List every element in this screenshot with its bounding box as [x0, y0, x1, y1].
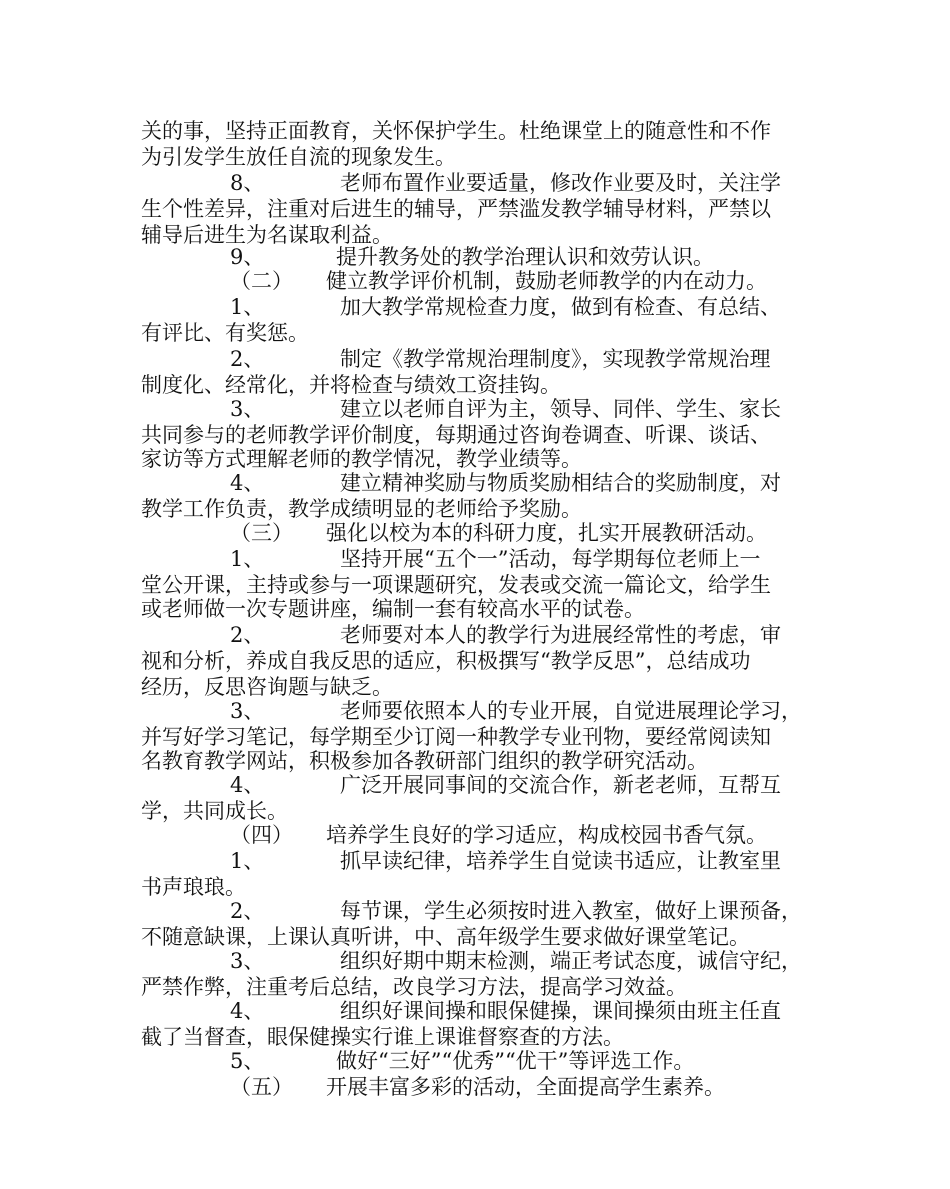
section-heading-number: （五） [230, 1075, 293, 1099]
list-item-number: 1、 [230, 547, 265, 571]
list-item-number: 2、 [230, 623, 265, 647]
list-item-number: 9、 [230, 245, 265, 269]
body-text-line: 书声琅琅。 [141, 875, 246, 899]
body-text-line: 有评比、有奖惩。 [141, 321, 309, 345]
body-text-line: 家访等方式理解老师的教学情况，教学业绩等。 [141, 447, 582, 471]
body-text-line: 堂公开课，主持或参与一项课题研究，发表或交流一篇论文，给学生 [141, 573, 771, 597]
list-item-number: 3、 [230, 699, 265, 723]
body-text-line: 严禁作弊，注重考后总结，改良学习方法，提高学习效益。 [141, 975, 687, 999]
body-text-line: 关的事，坚持正面教育，关怀保护学生。杜绝课堂上的随意性和不作 [141, 119, 771, 143]
section-heading-text: 开展丰富多彩的活动，全面提高学生素养。 [326, 1075, 725, 1099]
list-item-text: 组织好课间操和眼保健操，课间操须由班主任直 [340, 999, 781, 1023]
body-text-line: 经历，反思咨询题与缺乏。 [141, 675, 393, 699]
list-item-number: 1、 [230, 849, 265, 873]
section-heading-text: 健立教学评价机制，鼓励老师教学的内在动力。 [326, 269, 767, 293]
section-heading-text: 强化以校为本的科研力度，扎实开展教研活动。 [326, 521, 767, 545]
body-text-line: 制度化、经常化，并将检查与绩效工资挂钩。 [141, 373, 561, 397]
list-item-text: 每节课，学生必须按时进入教室，做好上课预备， [340, 899, 802, 923]
list-item-text: 制定《教学常规治理制度》，实现教学常规治理 [340, 347, 771, 371]
list-item-text: 做好“三好”“优秀”“优干”等评选工作。 [336, 1049, 695, 1073]
list-item-text: 加大教学常规检查力度，做到有检查、有总结、 [340, 295, 781, 319]
list-item-text: 建立精神奖励与物质奖励相结合的奖励制度，对 [340, 471, 781, 495]
body-text-line: 学，共同成长。 [141, 799, 288, 823]
body-text-line: 共同参与的老师教学评价制度，每期通过咨询卷调查、听课、谈话、 [141, 423, 771, 447]
list-item-number: 8、 [230, 171, 265, 195]
list-item-number: 1、 [230, 295, 265, 319]
body-text-line: 名教育教学网站，积极参加各教研部门组织的教学研究活动。 [141, 749, 708, 773]
body-text-line: 视和分析，养成自我反思的适应，积极撰写“教学反思”，总结成功 [141, 649, 751, 673]
list-item-text: 老师要依照本人的专业开展，自觉进展理论学习， [340, 699, 802, 723]
section-heading-number: （四） [230, 823, 293, 847]
list-item-number: 3、 [230, 397, 265, 421]
list-item-text: 组织好期中期末检测，端正考试态度，诚信守纪， [340, 949, 802, 973]
section-heading-number: （三） [230, 521, 293, 545]
list-item-text: 建立以老师自评为主，领导、同伴、学生、家长 [340, 397, 781, 421]
body-text-line: 为引发学生放任自流的现象发生。 [141, 145, 456, 169]
list-item-number: 2、 [230, 347, 265, 371]
list-item-number: 5、 [230, 1049, 265, 1073]
body-text-line: 辅导后进生为名谋取利益。 [141, 223, 393, 247]
section-heading-number: （二） [230, 269, 293, 293]
list-item-number: 4、 [230, 999, 265, 1023]
list-item-text: 抓早读纪律，培养学生自觉读书适应，让教室里 [340, 849, 781, 873]
list-item-text: 广泛开展同事间的交流合作，新老老师，互帮互 [340, 773, 781, 797]
list-item-text: 老师布置作业要适量，修改作业要及时，关注学 [340, 171, 781, 195]
list-item-number: 4、 [230, 471, 265, 495]
body-text-line: 或老师做一次专题讲座，编制一套有较高水平的试卷。 [141, 597, 645, 621]
body-text-line: 生个性差异，注重对后进生的辅导，严禁滥发教学辅导材料，严禁以 [141, 197, 771, 221]
list-item-text: 老师要对本人的教学行为进展经常性的考虑，审 [340, 623, 781, 647]
list-item-number: 4、 [230, 773, 265, 797]
list-item-number: 3、 [230, 949, 265, 973]
list-item-text: 提升教务处的教学治理认识和效劳认识。 [336, 245, 714, 269]
section-heading-text: 培养学生良好的学习适应，构成校园书香气氛。 [326, 823, 767, 847]
list-item-number: 2、 [230, 899, 265, 923]
body-text-line: 并写好学习笔记，每学期至少订阅一种教学专业刊物，要经常阅读知 [141, 725, 771, 749]
body-text-line: 截了当督查，眼保健操实行谁上课谁督察查的方法。 [141, 1025, 624, 1049]
body-text-line: 教学工作负责，教学成绩明显的老师给予奖励。 [141, 497, 582, 521]
body-text-line: 不随意缺课，上课认真听讲，中、高年级学生要求做好课堂笔记。 [141, 925, 750, 949]
list-item-text: 坚持开展“五个一”活动，每学期每位老师上一 [340, 547, 761, 571]
